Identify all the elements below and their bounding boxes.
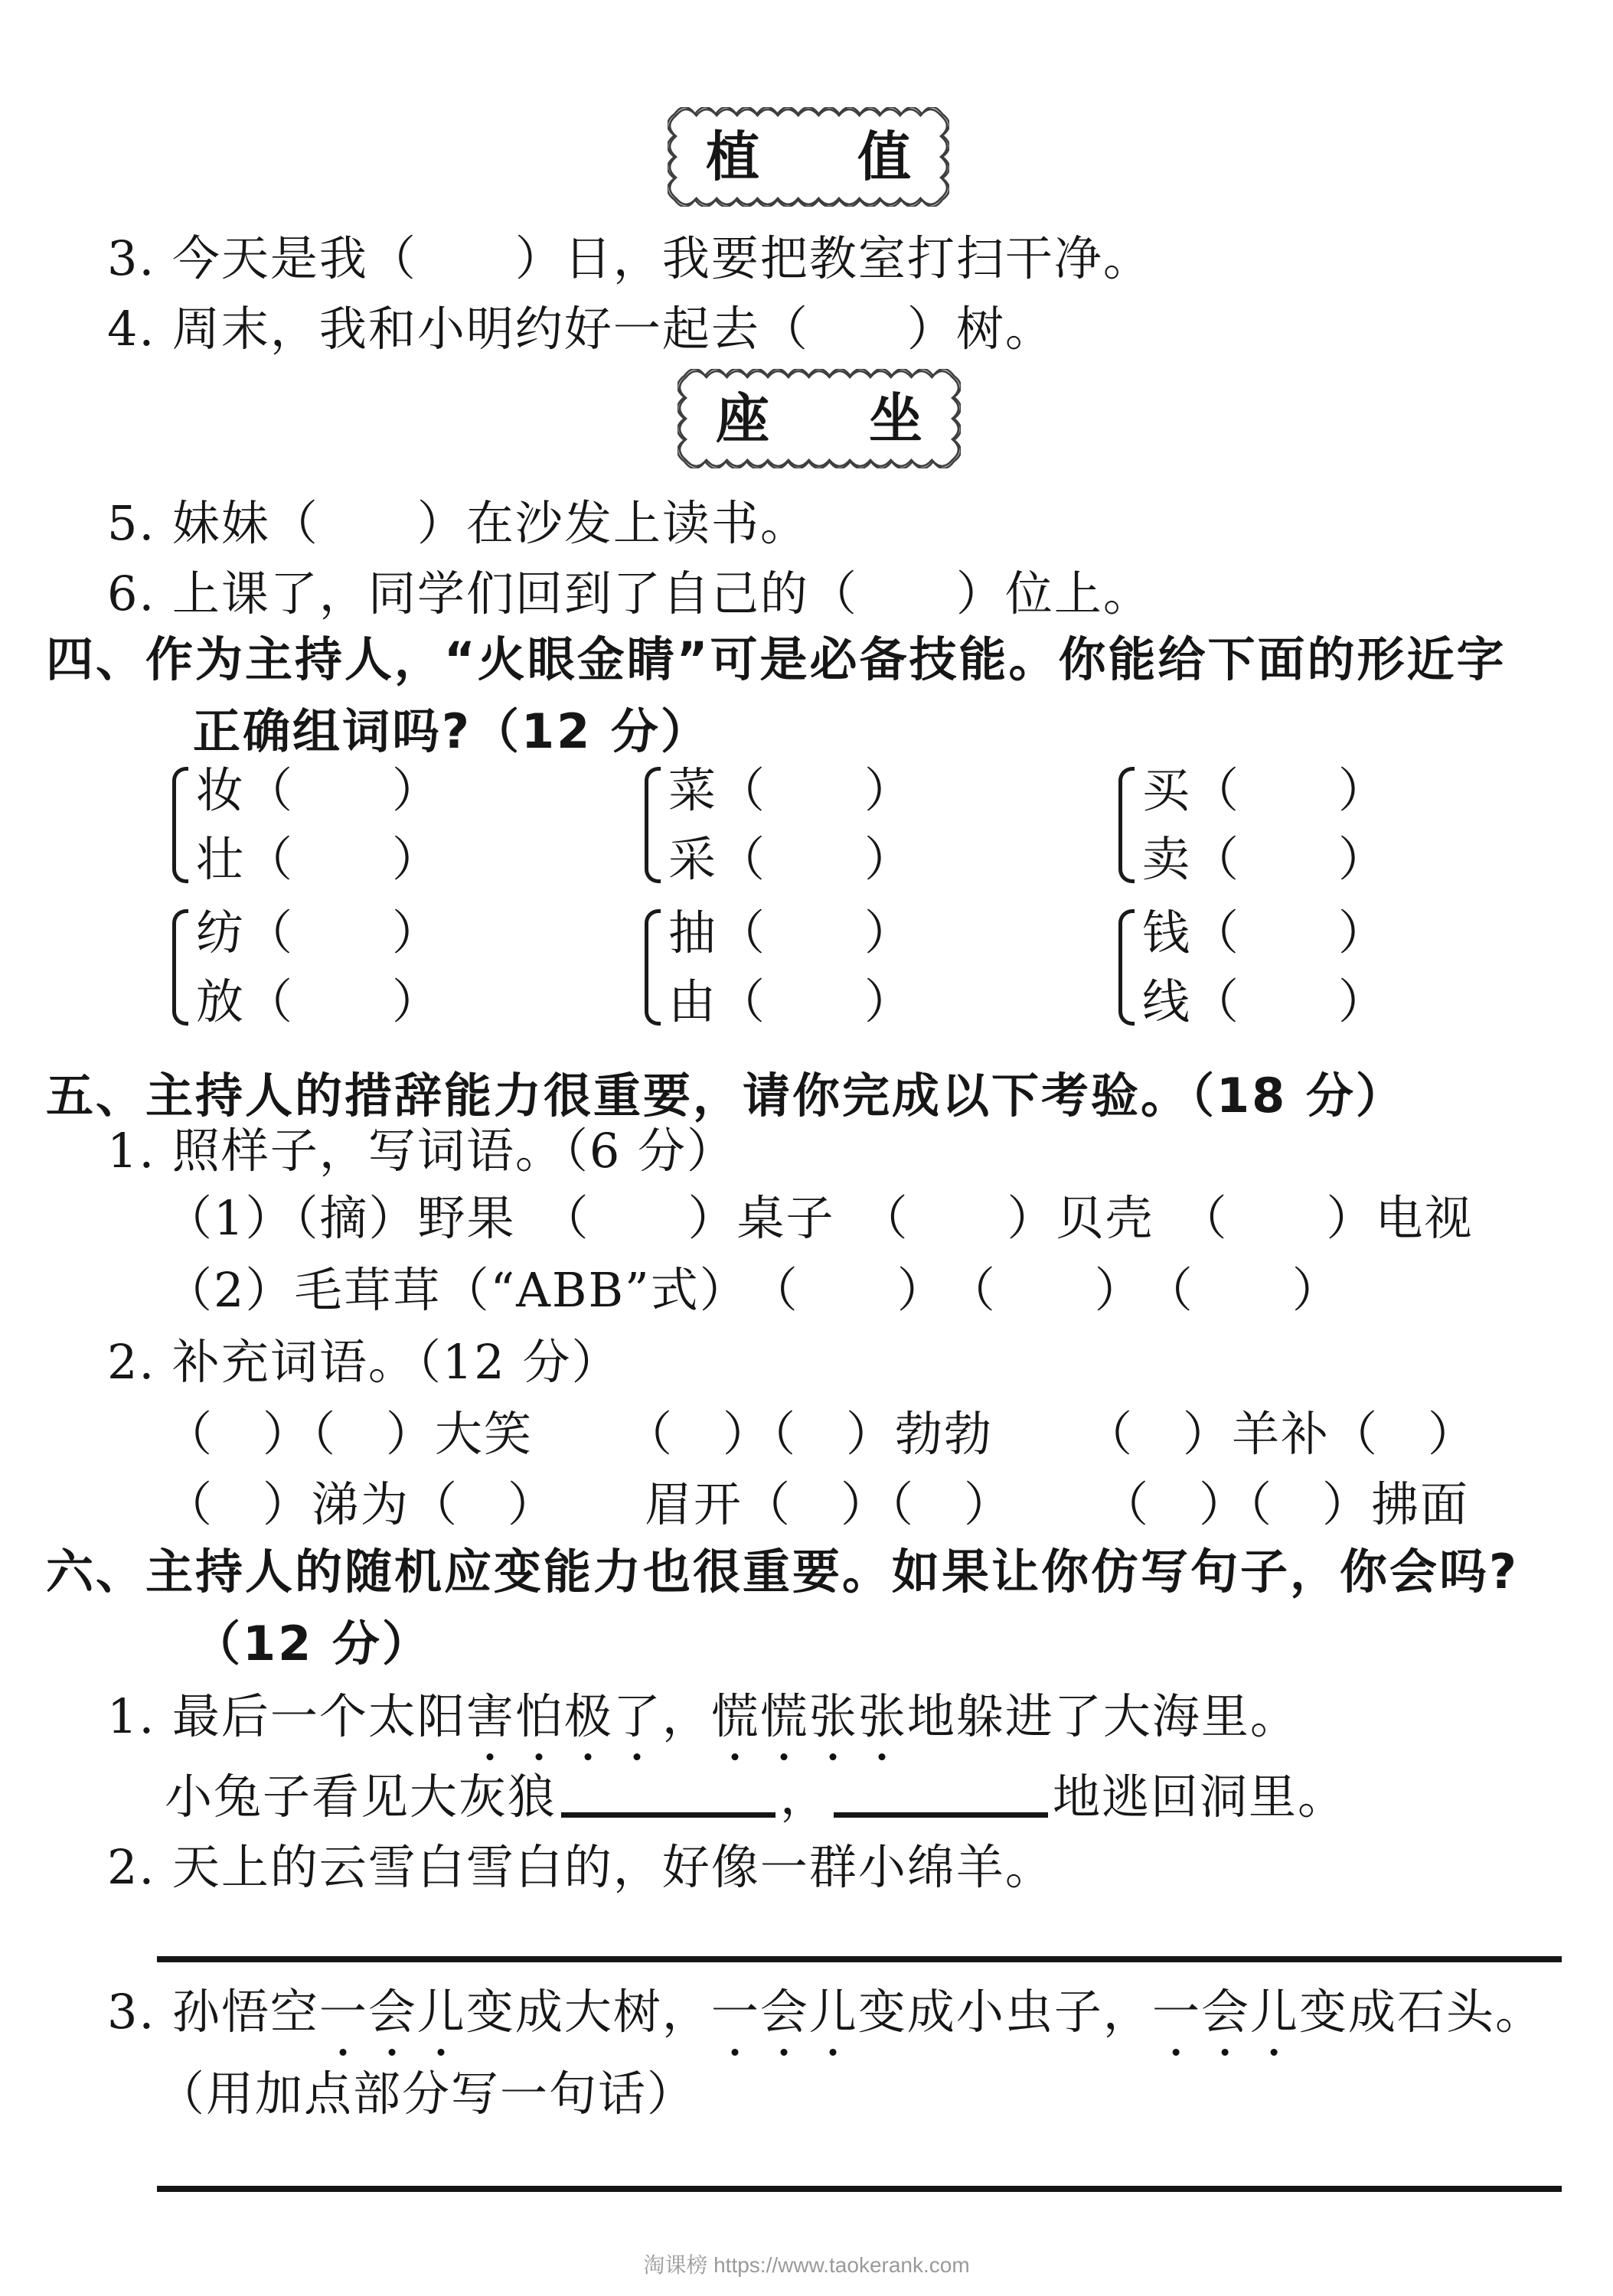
sentence-segment: 变成小虫子， (857, 1984, 1152, 2040)
word-bank-box-1 (668, 107, 949, 207)
near-homophone-pair (172, 762, 442, 887)
word-bank-char: 植 (706, 125, 759, 188)
brace-icon (172, 767, 188, 883)
word-completion-row-1 (165, 1407, 1477, 1461)
word-completion-item: （ ）羊补（ ） (1085, 1406, 1477, 1462)
pair-top: 钱（ ） (1142, 905, 1388, 960)
question-6-1-fill (165, 1769, 1347, 1824)
emphasized-segment: 一会儿 (1151, 1984, 1299, 2040)
brace-icon (1118, 767, 1135, 883)
brace-icon (645, 767, 661, 883)
section-5-sub-1-heading: 1. 照样子，写词语。（6 分） (107, 1123, 736, 1179)
sentence-segment: 小兔子看见大灰狼 (165, 1769, 557, 1825)
sentence-segment: 3. 孙悟空 (107, 1984, 319, 2040)
emphasized-segment: 害怕极了 (465, 1688, 662, 1744)
pair-top: 买（ ） (1142, 762, 1388, 818)
emphasized-segment: 一会儿 (318, 1984, 466, 2040)
pair-bottom: 壮（ ） (196, 831, 442, 887)
sentence-segment: 变成大树， (465, 1984, 711, 2040)
sentence-segment: 地躲进了大海里。 (906, 1688, 1299, 1744)
question-6: 6. 上课了，同学们回到了自己的（ ）位上。 (107, 566, 1152, 621)
pair-bottom: 采（ ） (668, 831, 914, 887)
brace-icon (1118, 909, 1135, 1026)
pair-top: 纺（ ） (196, 905, 442, 960)
question-4: 4. 周末，我和小明约好一起去（ ）树。 (107, 301, 1054, 357)
answer-blank (561, 1769, 775, 1818)
near-homophone-pair (172, 905, 442, 1029)
section-5-sub-1-line-2: （2）毛茸茸（“ABB”式） （ ） （ ） （ ） (165, 1262, 1341, 1318)
sentence-segment: ， (780, 1769, 830, 1825)
near-homophone-pair (1118, 762, 1388, 887)
question-6-1 (107, 1688, 1299, 1772)
section-5-sub-1-line-1: （1）（摘）野果 （ ）桌子 （ ）贝壳 （ ）电视 (165, 1190, 1474, 1246)
pair-bottom: 放（ ） (196, 974, 442, 1029)
near-homophone-pair (645, 762, 914, 887)
question-6-3-note: （用加点部分写一句话） (157, 2066, 697, 2122)
question-5: 5. 妹妹（ ）在沙发上读书。 (107, 495, 809, 551)
sentence-segment: 变成石头。 (1298, 1984, 1544, 2040)
near-homophone-pair (1118, 905, 1388, 1029)
word-bank-char: 值 (857, 125, 911, 188)
sentence-segment: ， (661, 1688, 711, 1744)
question-6-3 (107, 1984, 1544, 2067)
answer-blank (834, 1769, 1048, 1818)
brace-icon (645, 909, 661, 1026)
section-4-heading-line-2: 正确组词吗?（12 分） (193, 703, 710, 759)
section-6-heading-line-2: （12 分） (193, 1616, 432, 1671)
word-completion-item: （ ）（ ）拂面 (1101, 1476, 1470, 1532)
pair-bottom: 线（ ） (1142, 974, 1388, 1029)
pair-top: 菜（ ） (668, 762, 914, 818)
word-bank-char: 座 (716, 386, 769, 450)
word-completion-item: （ ）（ ）大笑 (165, 1406, 534, 1462)
watermark: 淘课榜 https://www.taokerank.com (643, 2253, 970, 2277)
word-completion-item: （ ）涕为（ ） (165, 1476, 557, 1532)
answer-line (157, 2186, 1562, 2192)
emphasized-segment: 一会儿 (710, 1984, 858, 2040)
word-bank-char: 坐 (869, 386, 922, 450)
word-completion-item: 眉开（ ）（ ） (645, 1476, 1014, 1532)
sentence-segment: 地逃回洞里。 (1053, 1769, 1347, 1825)
word-bank-box-2 (678, 369, 961, 468)
answer-line (157, 1956, 1562, 1962)
sentence-segment: 1. 最后一个太阳 (107, 1688, 466, 1744)
emphasized-segment: 慌慌张张 (710, 1688, 907, 1744)
brace-icon (172, 909, 188, 1026)
word-completion-item: （ ）（ ）勃勃 (625, 1406, 994, 1462)
section-4-heading-line-1: 四、作为主持人，“火眼金睛”可是必备技能。你能给下面的形近字 (46, 631, 1507, 687)
pair-top: 抽（ ） (668, 905, 914, 960)
question-3: 3. 今天是我（ ）日，我要把教室打扫干净。 (107, 230, 1152, 286)
question-6-2: 2. 天上的云雪白雪白的，好像一群小绵羊。 (107, 1839, 1054, 1895)
pair-top: 妆（ ） (196, 762, 442, 818)
pair-bottom: 由（ ） (668, 974, 914, 1029)
pair-bottom: 卖（ ） (1142, 831, 1388, 887)
section-5-sub-2-heading: 2. 补充词语。（12 分） (107, 1334, 621, 1390)
section-5-heading: 五、主持人的措辞能力很重要，请你完成以下考验。（18 分） (46, 1068, 1406, 1124)
word-completion-row-2 (165, 1477, 1469, 1531)
section-6-heading-line-1: 六、主持人的随机应变能力也很重要。如果让你仿写句子，你会吗? (46, 1544, 1519, 1600)
near-homophone-pair (645, 905, 914, 1029)
